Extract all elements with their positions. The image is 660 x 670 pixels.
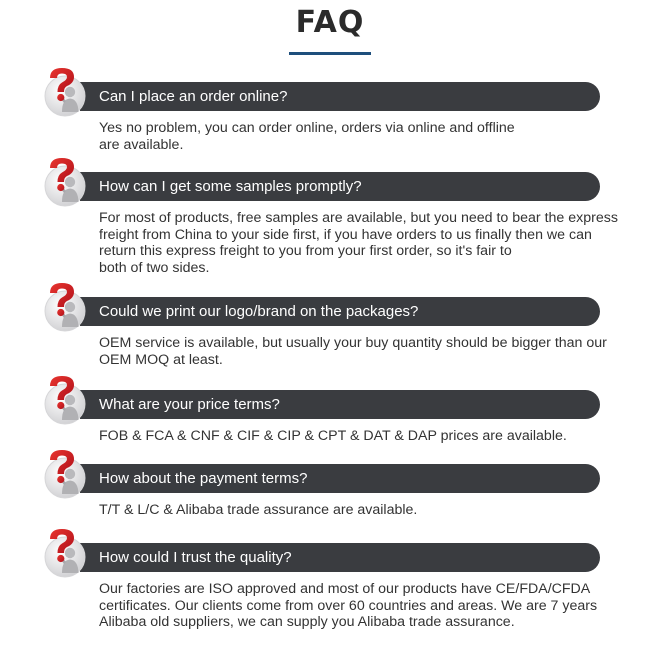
answer-line: FOB & FCA & CNF & CIF & CIP & CPT & DAT & DAP prices are available.: [99, 428, 567, 444]
answer-line: Yes no problem, you can order online, orders via online and offline: [99, 120, 515, 136]
question-text: How about the payment terms?: [99, 470, 308, 487]
question-mark-person-icon: [40, 66, 90, 118]
answer-line: Alibaba old suppliers, we can supply you Alibaba trade assurance.: [99, 614, 515, 631]
question-text: Could we print our logo/brand on the packages?: [99, 303, 419, 320]
question-text: Can I place an order online?: [99, 88, 288, 105]
question-text: How could I trust the quality?: [99, 549, 292, 566]
page-title: FAQ: [295, 5, 365, 40]
question-mark-person-icon: [40, 374, 90, 426]
answer-line: certificates. Our clients come from over 60 countries and areas. We are 7 years: [99, 597, 598, 614]
answer-text: [99, 335, 629, 368]
answer-line: are available.: [99, 136, 184, 153]
answer-text: [99, 428, 629, 445]
answer-text: [99, 581, 629, 631]
question-mark-person-icon: [40, 281, 90, 333]
question-mark-person-icon: [40, 448, 90, 500]
answer-text: [99, 120, 629, 153]
answer-line: return this express freight to you from your first order, so it's fair to: [99, 243, 512, 260]
title-underline: [289, 52, 371, 55]
answer-line: both of two sides.: [99, 259, 210, 276]
answer-line: freight from China to your side first, if you have orders to us finally then we can: [99, 226, 592, 243]
question-mark-person-icon: [40, 156, 90, 208]
answer-line: For most of products, free samples are available, but you need to bear the express: [99, 210, 618, 226]
answer-line: T/T & L/C & Alibaba trade assurance are available.: [99, 502, 418, 518]
answer-text: [99, 210, 629, 276]
question-text: What are your price terms?: [99, 396, 280, 413]
answer-line: OEM service is available, but usually your buy quantity should be bigger than our: [99, 335, 607, 351]
question-mark-person-icon: [40, 527, 90, 579]
question-text: How can I get some samples promptly?: [99, 178, 362, 195]
answer-text: [99, 502, 629, 519]
answer-line: Our factories are ISO approved and most of our products have CE/FDA/CFDA: [99, 581, 591, 597]
answer-line: OEM MOQ at least.: [99, 351, 223, 368]
